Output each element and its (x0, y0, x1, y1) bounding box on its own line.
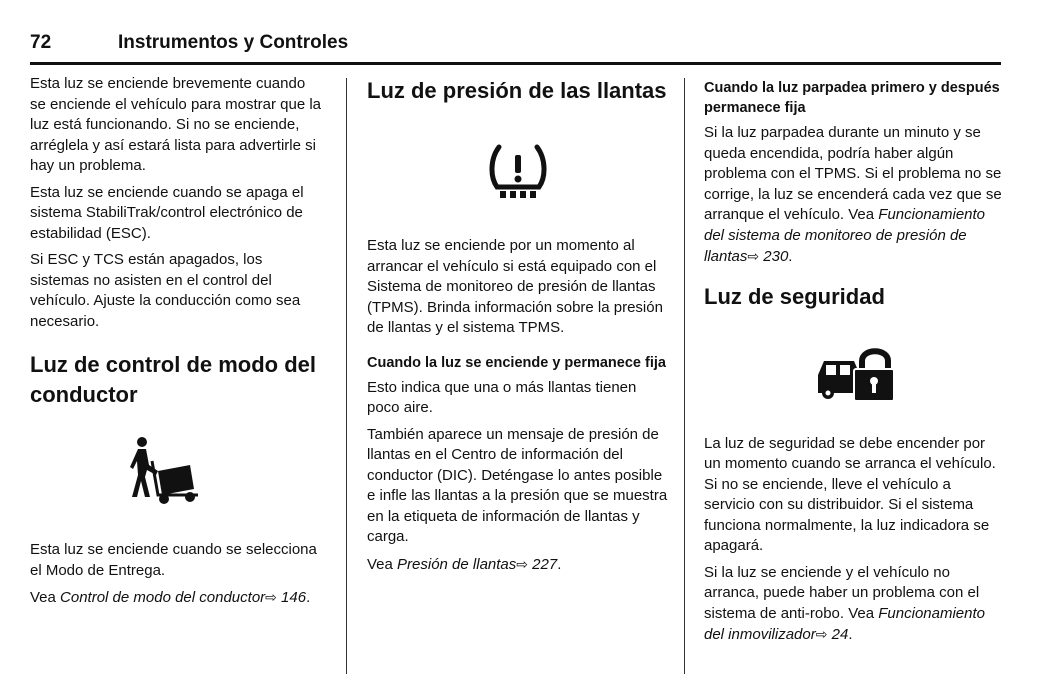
header-rule (30, 62, 1001, 65)
page-arrow-icon: ⇨ (516, 555, 529, 572)
column-divider (684, 78, 685, 674)
paragraph: La luz de seguridad se debe encender por un momento cuando se arranca el vehículo. Si no se enciende, lleve el vehículo a servicio con su distribuidor. Si el sistema funciona normalmente, la luz indicadora se apagará. (704, 434, 996, 554)
paragraph: También aparece un mensaje de presión de llantas en el Centro de información del conductor (DIC). Deténgase lo antes posible e infle las llantas a la presión que se muestra en la etiqueta de información de llantas y carga. (367, 425, 668, 545)
reference-link[interactable]: Presión de llantas (397, 555, 517, 573)
reference-link[interactable]: Control de modo del conductor (60, 589, 266, 606)
paragraph: Si la luz parpadea durante un minuto y se queda encendida, podría haber algún problema con el TPMS. Si el problema no se corrige, la luz se encenderá cada vez que se arranque el vehículo. Vea Funcionamiento del sistema de monitoreo de presión de llantas⇨ 230. (704, 124, 1002, 265)
delivery-mode-icon (128, 435, 224, 515)
tire-pressure-icon (486, 139, 550, 203)
reference-page[interactable]: 24 (827, 626, 849, 643)
reference-page[interactable]: 227 (528, 555, 558, 573)
column-1 (30, 74, 322, 615)
paragraph: Esta luz se enciende por un momento al arrancar el vehículo si está equipado con el Sistema de monitoreo de presión de llantas (TPMS). Brinda información sobre la presión de llantas y el sistema TPMS. (367, 237, 663, 336)
see-reference: Vea Control de modo del conductor⇨ 146. (30, 589, 311, 606)
paragraph: Esta luz se enciende cuando se selecciona el Modo de Entrega. (30, 541, 317, 579)
see-reference: Vea Presión de llantas⇨ 227. (367, 555, 562, 573)
paragraph: Esto indica que una o más llantas tienen poco aire. (367, 378, 637, 416)
paragraph: Esta luz se enciende brevemente cuando se enciende el vehículo para mostrar que la luz está funcionando. Si no se enciende, arréglela y así estará lista para advertirle si hay un problema. (30, 75, 322, 174)
icon-container (704, 312, 1004, 434)
column-3 (704, 74, 1004, 652)
column-divider (346, 78, 347, 674)
heading-driver-mode: Luz de control de modo del conductor (30, 352, 316, 407)
security-lock-car-icon (814, 341, 894, 405)
section-title: Instrumentos y Controles (118, 32, 349, 53)
icon-container (30, 410, 322, 540)
reference-page[interactable]: 146 (276, 589, 307, 606)
reference-link[interactable]: Funcionamiento del inmovilizador (704, 604, 985, 643)
paragraph: Si ESC y TCS están apagados, los sistemas no asisten en el control del vehículo. Ajuste la conducción como sea necesario. (30, 251, 301, 330)
page-header (30, 30, 1001, 62)
paragraph: Esta luz se enciende cuando se apaga el sistema StabiliTrak/control electrónico de estabilidad (ESC). (30, 183, 304, 242)
icon-container (367, 106, 669, 236)
subheading: Cuando la luz parpadea primero y después permanece fija (704, 80, 1000, 116)
heading-tire-pressure: Luz de presión de las llantas (367, 78, 667, 103)
reference-link[interactable]: Funcionamiento del sistema de monitoreo de presión de llantas (704, 206, 986, 265)
page-arrow-icon: ⇨ (815, 626, 828, 642)
reference-page[interactable]: 230 (759, 248, 789, 265)
column-2 (367, 74, 669, 581)
page-arrow-icon: ⇨ (265, 589, 277, 605)
paragraph: Si la luz se enciende y el vehículo no arranca, puede haber un problema con el sistema de anti-robo. Vea Funcionamiento del inmovilizador⇨ 24. (704, 563, 985, 643)
page-number: 72 (30, 32, 52, 53)
heading-security: Luz de seguridad (704, 283, 885, 309)
page-arrow-icon: ⇨ (747, 248, 760, 264)
subheading: Cuando la luz se enciende y permanece fija (367, 354, 666, 371)
